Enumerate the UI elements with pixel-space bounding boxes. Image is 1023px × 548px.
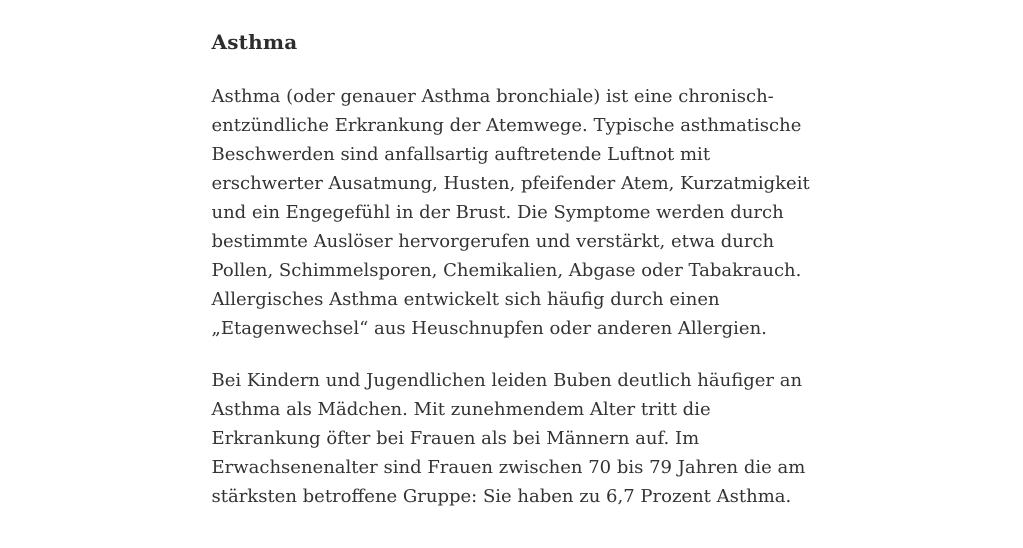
article <box>212 0 812 511</box>
paragraph-demographics: Bei Kindern und Jugendlichen leiden Buben deutlich häufiger an Asthma als Mädchen. Mit zunehmendem Alter tritt die Erkrankung öfter bei Frauen als bei Männern auf. Im Erwachsenenalter sind Frauen zwischen 70 bis 79 Jahren die am stärksten betroffene Gruppe: Sie haben zu 6,7 Prozent Asthma. <box>211 370 806 507</box>
paragraph-intro: Asthma (oder genauer Asthma bronchiale) ist eine chronisch-entzündliche Erkrankung der Atemwege. Typische asthmatische Beschwerden sind anfallsartig auftretende Luftnot mit erschwerter Ausatmung, Husten, pfeifender Atem, Kurzatmigkeit und ein Engegefühl in der Brust. Die Symptome werden durch bestimmte Auslöser hervorgerufen und verstärkt, etwa durch Pollen, Schimmelsporen, Chemikalien, Abgase oder Tabakrauch. Allergisches Asthma entwickelt sich häufig durch einen „Etagenwechsel“ aus Heuschnupfen oder anderen Allergien. <box>211 86 810 339</box>
page-title: Asthma <box>211 30 298 54</box>
